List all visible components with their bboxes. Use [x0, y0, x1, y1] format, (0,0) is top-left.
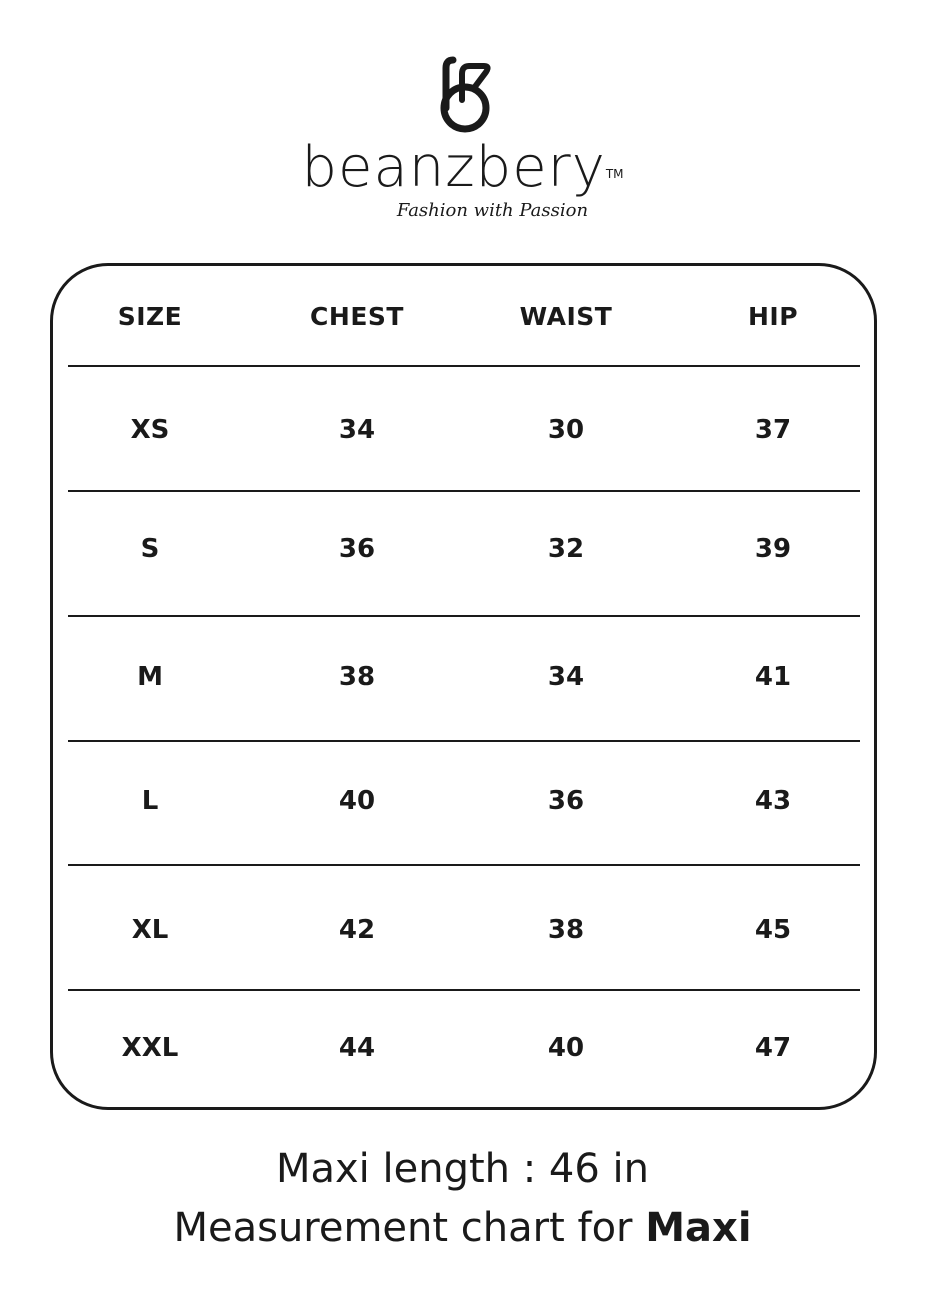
- chart-caption: [0, 1205, 925, 1251]
- column-header-size: SIZE: [117, 302, 183, 331]
- table-cell-chest: 40: [338, 786, 376, 816]
- chart-caption-prefix: Measurement chart for: [173, 1205, 633, 1251]
- maxi-length-note: Maxi length : 46 in: [275, 1146, 649, 1192]
- table-cell-chest: 42: [338, 915, 376, 945]
- table-cell-waist: 40: [547, 1033, 585, 1063]
- table-cell-size: XL: [131, 915, 169, 945]
- table-cell-waist: 30: [547, 415, 585, 445]
- table-cell-waist: 34: [547, 662, 585, 692]
- table-cell-chest: 36: [338, 534, 376, 564]
- table-cell-chest: 38: [338, 662, 376, 692]
- header-divider: [68, 365, 860, 367]
- row-divider: [68, 740, 860, 742]
- table-cell-waist: 36: [547, 786, 585, 816]
- row-divider: [68, 989, 860, 991]
- brand-mark-icon: [432, 56, 498, 134]
- table-cell-hip: 45: [754, 915, 792, 945]
- table-cell-waist: 38: [547, 915, 585, 945]
- table-cell-size: XS: [130, 415, 170, 445]
- chart-caption-product: Maxi: [645, 1205, 752, 1251]
- table-cell-hip: 37: [754, 415, 792, 445]
- column-header-waist: WAIST: [519, 302, 613, 331]
- table-cell-size: M: [137, 662, 163, 692]
- brand-logo: [0, 50, 925, 235]
- row-divider: [68, 615, 860, 617]
- table-cell-size: L: [141, 786, 159, 816]
- row-divider: [68, 864, 860, 866]
- table-cell-chest: 34: [338, 415, 376, 445]
- column-header-chest: CHEST: [310, 302, 404, 331]
- table-cell-hip: 43: [754, 786, 792, 816]
- brand-wordmark: beanzbery™: [301, 135, 624, 200]
- table-cell-hip: 47: [754, 1033, 792, 1063]
- table-cell-chest: 44: [338, 1033, 376, 1063]
- table-cell-waist: 32: [547, 534, 585, 564]
- table-cell-size: S: [140, 534, 160, 564]
- column-header-hip: HIP: [747, 302, 799, 331]
- table-cell-hip: 41: [754, 662, 792, 692]
- row-divider: [68, 490, 860, 492]
- table-cell-size: XXL: [121, 1033, 179, 1063]
- brand-tagline: Fashion with Passion: [396, 200, 589, 221]
- table-cell-hip: 39: [754, 534, 792, 564]
